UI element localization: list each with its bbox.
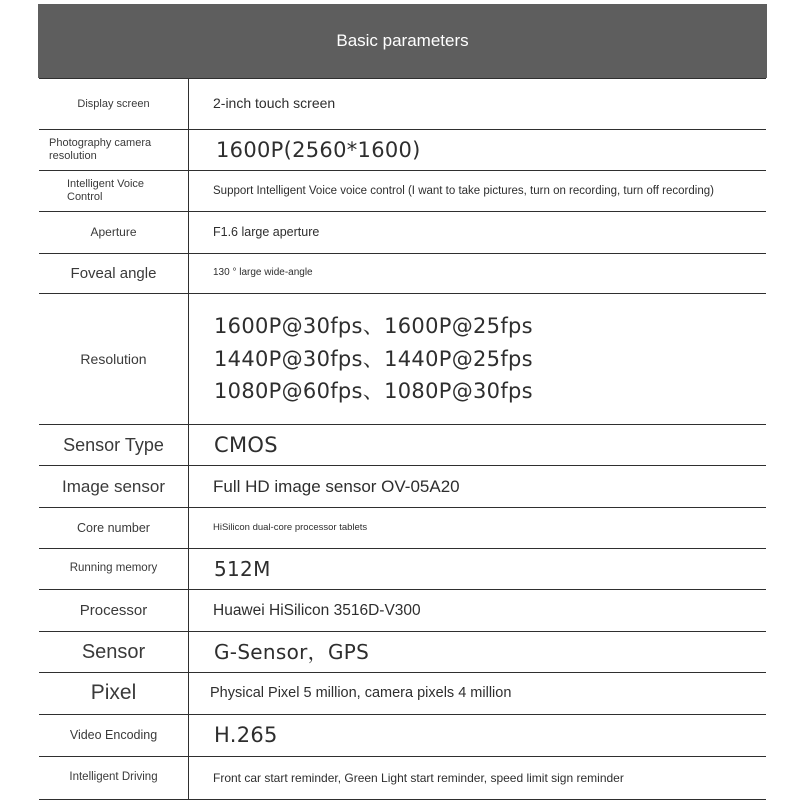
table-row — [39, 425, 766, 466]
row-value: HiSilicon dual-core processor tablets — [213, 522, 368, 534]
row-label: Display screen — [39, 79, 189, 129]
resolution-line: 1080P@60fps、1080P@30fps — [214, 379, 533, 404]
table-row — [39, 673, 766, 715]
table-row — [39, 590, 766, 632]
row-label: Processor — [39, 590, 189, 631]
table-row — [39, 549, 766, 590]
row-label: Pixel — [39, 673, 189, 714]
table-row — [39, 171, 766, 212]
resolution-line: 1600P@30fps、1600P@25fps — [214, 314, 533, 339]
resolution-line: 1440P@30fps、1440P@25fps — [214, 346, 533, 371]
table-row — [39, 632, 766, 673]
spec-sheet — [38, 4, 767, 804]
section-title: Basic parameters — [336, 31, 469, 50]
row-label: Running memory — [39, 549, 189, 589]
table-row — [39, 294, 766, 425]
table-row — [39, 508, 766, 549]
row-value — [189, 294, 766, 424]
row-label: Photography camera resolution — [39, 130, 189, 170]
row-value: F1.6 large aperture — [213, 224, 320, 239]
row-value: Front car start reminder, Green Light start reminder, speed limit sign reminder — [213, 770, 624, 785]
table-row — [39, 466, 766, 508]
row-label: Image sensor — [39, 466, 189, 507]
row-value: Support Intelligent Voice voice control (I want to take pictures, turn on recording, turn off recording) — [213, 184, 714, 197]
row-value: H.265 — [214, 723, 278, 748]
row-value: 2-inch touch screen — [213, 95, 336, 112]
table-row — [39, 757, 766, 800]
row-label: Foveal angle — [39, 254, 189, 293]
row-value: Huawei HiSilicon 3516D-V300 — [213, 601, 421, 619]
row-value: 512M — [214, 556, 271, 581]
row-label: Sensor — [39, 632, 189, 672]
section-header — [38, 4, 767, 78]
row-label: Intelligent Voice Control — [39, 171, 189, 211]
row-label: Resolution — [39, 294, 189, 424]
row-value: Full HD image sensor OV-05A20 — [213, 476, 460, 496]
row-value: 130 ° large wide-angle — [213, 267, 313, 279]
row-value: 1600P(2560*1600) — [216, 137, 421, 162]
row-label: Aperture — [39, 212, 189, 253]
table-row — [39, 254, 766, 294]
table-row — [39, 715, 766, 757]
row-label: Intelligent Driving — [39, 757, 189, 799]
row-label: Sensor Type — [39, 425, 189, 465]
row-label: Video Encoding — [39, 715, 189, 756]
row-value: CMOS — [214, 432, 278, 457]
row-label: Core number — [39, 508, 189, 548]
table-row — [39, 130, 766, 171]
table-row — [39, 78, 766, 130]
table-row — [39, 212, 766, 254]
row-value: G-Sensor，GPS — [214, 639, 370, 664]
row-value: Physical Pixel 5 million, camera pixels 4 million — [210, 685, 512, 702]
